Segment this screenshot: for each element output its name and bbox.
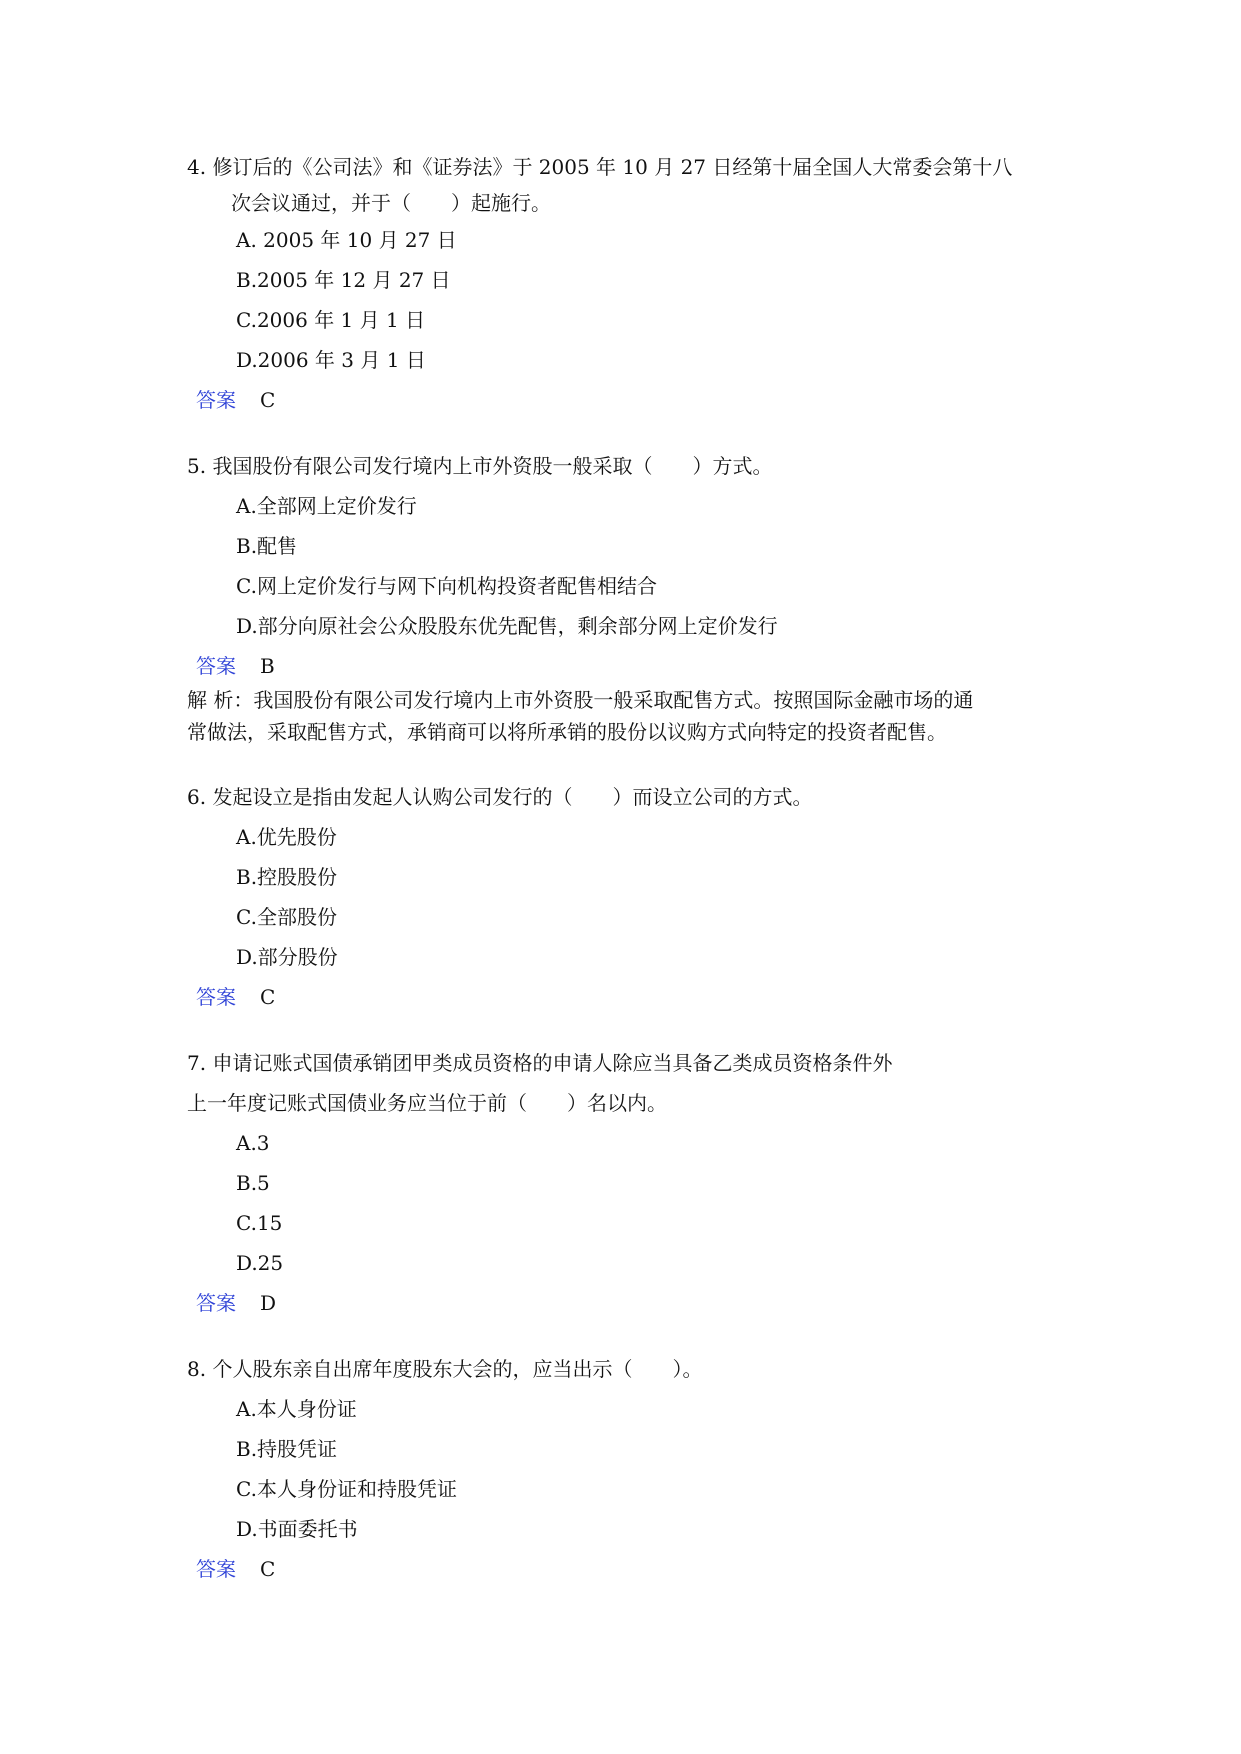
question-5-stem-line-1: 5. 我国股份有限公司发行境内上市外资股一般采取（ ）方式。 [187,454,773,478]
answer-value: C [260,388,276,412]
answer-label: 答案 [196,654,236,678]
question-4-option-c: C.2006 年 1 月 1 日 [236,308,426,332]
question-6-option-d: D.部分股份 [236,945,338,969]
question-7-option-a: A.3 [236,1131,270,1155]
question-7-stem-line-2: 上一年度记账式国债业务应当位于前（ ）名以内。 [187,1091,667,1115]
question-4-option-d: D.2006 年 3 月 1 日 [236,348,426,372]
question-5-analysis-line-1: 解 析：我国股份有限公司发行境内上市外资股一般采取配售方式。按照国际金融市场的通 [187,688,974,712]
question-4-option-a: A. 2005 年 10 月 27 日 [236,228,457,252]
question-5-option-c: C.网上定价发行与网下向机构投资者配售相结合 [236,574,657,598]
question-6-option-c: C.全部股份 [236,905,337,929]
question-7-option-c: C.15 [236,1211,283,1235]
question-5-answer [196,652,275,680]
question-8-option-a: A.本人身份证 [236,1397,357,1421]
question-5-option-d: D.部分向原社会公众股股东优先配售，剩余部分网上定价发行 [236,614,778,638]
question-5-analysis-line-2: 常做法，采取配售方式，承销商可以将所承销的股份以议购方式向特定的投资者配售。 [187,720,947,744]
answer-label: 答案 [196,1291,236,1315]
question-8-option-b: B.持股凭证 [236,1437,338,1461]
answer-value: C [260,985,276,1009]
question-6-answer [196,983,275,1011]
question-6-option-b: B.控股股份 [236,865,338,889]
question-5-option-b: B.配售 [236,534,298,558]
answer-value: C [260,1557,276,1581]
answer-value: B [260,654,275,678]
question-4-answer [196,386,275,414]
question-4-option-b: B.2005 年 12 月 27 日 [236,268,451,292]
answer-label: 答案 [196,388,236,412]
answer-value: D [260,1291,277,1315]
question-6-stem-line-1: 6. 发起设立是指由发起人认购公司发行的（ ）而设立公司的方式。 [187,785,813,809]
answer-label: 答案 [196,985,236,1009]
question-8-option-d: D.书面委托书 [236,1517,358,1541]
answer-label: 答案 [196,1557,236,1581]
question-7-option-b: B.5 [236,1171,270,1195]
question-8-option-c: C.本人身份证和持股凭证 [236,1477,457,1501]
question-8-stem-line-1: 8. 个人股东亲自出席年度股东大会的，应当出示（ ）。 [187,1357,703,1381]
question-4-stem-line-2: 次会议通过，并于（ ）起施行。 [231,191,551,215]
question-7-answer [196,1289,276,1317]
question-7-option-d: D.25 [236,1251,284,1275]
question-7-stem-line-1: 7. 申请记账式国债承销团甲类成员资格的申请人除应当具备乙类成员资格条件外 [187,1051,893,1075]
question-5-option-a: A.全部网上定价发行 [236,494,417,518]
question-6-option-a: A.优先股份 [236,825,337,849]
question-4-stem-line-1: 4. 修订后的《公司法》和《证券法》于 2005 年 10 月 27 日经第十届全国人大常委会第十八 [187,155,1013,179]
question-8-answer [196,1555,275,1583]
